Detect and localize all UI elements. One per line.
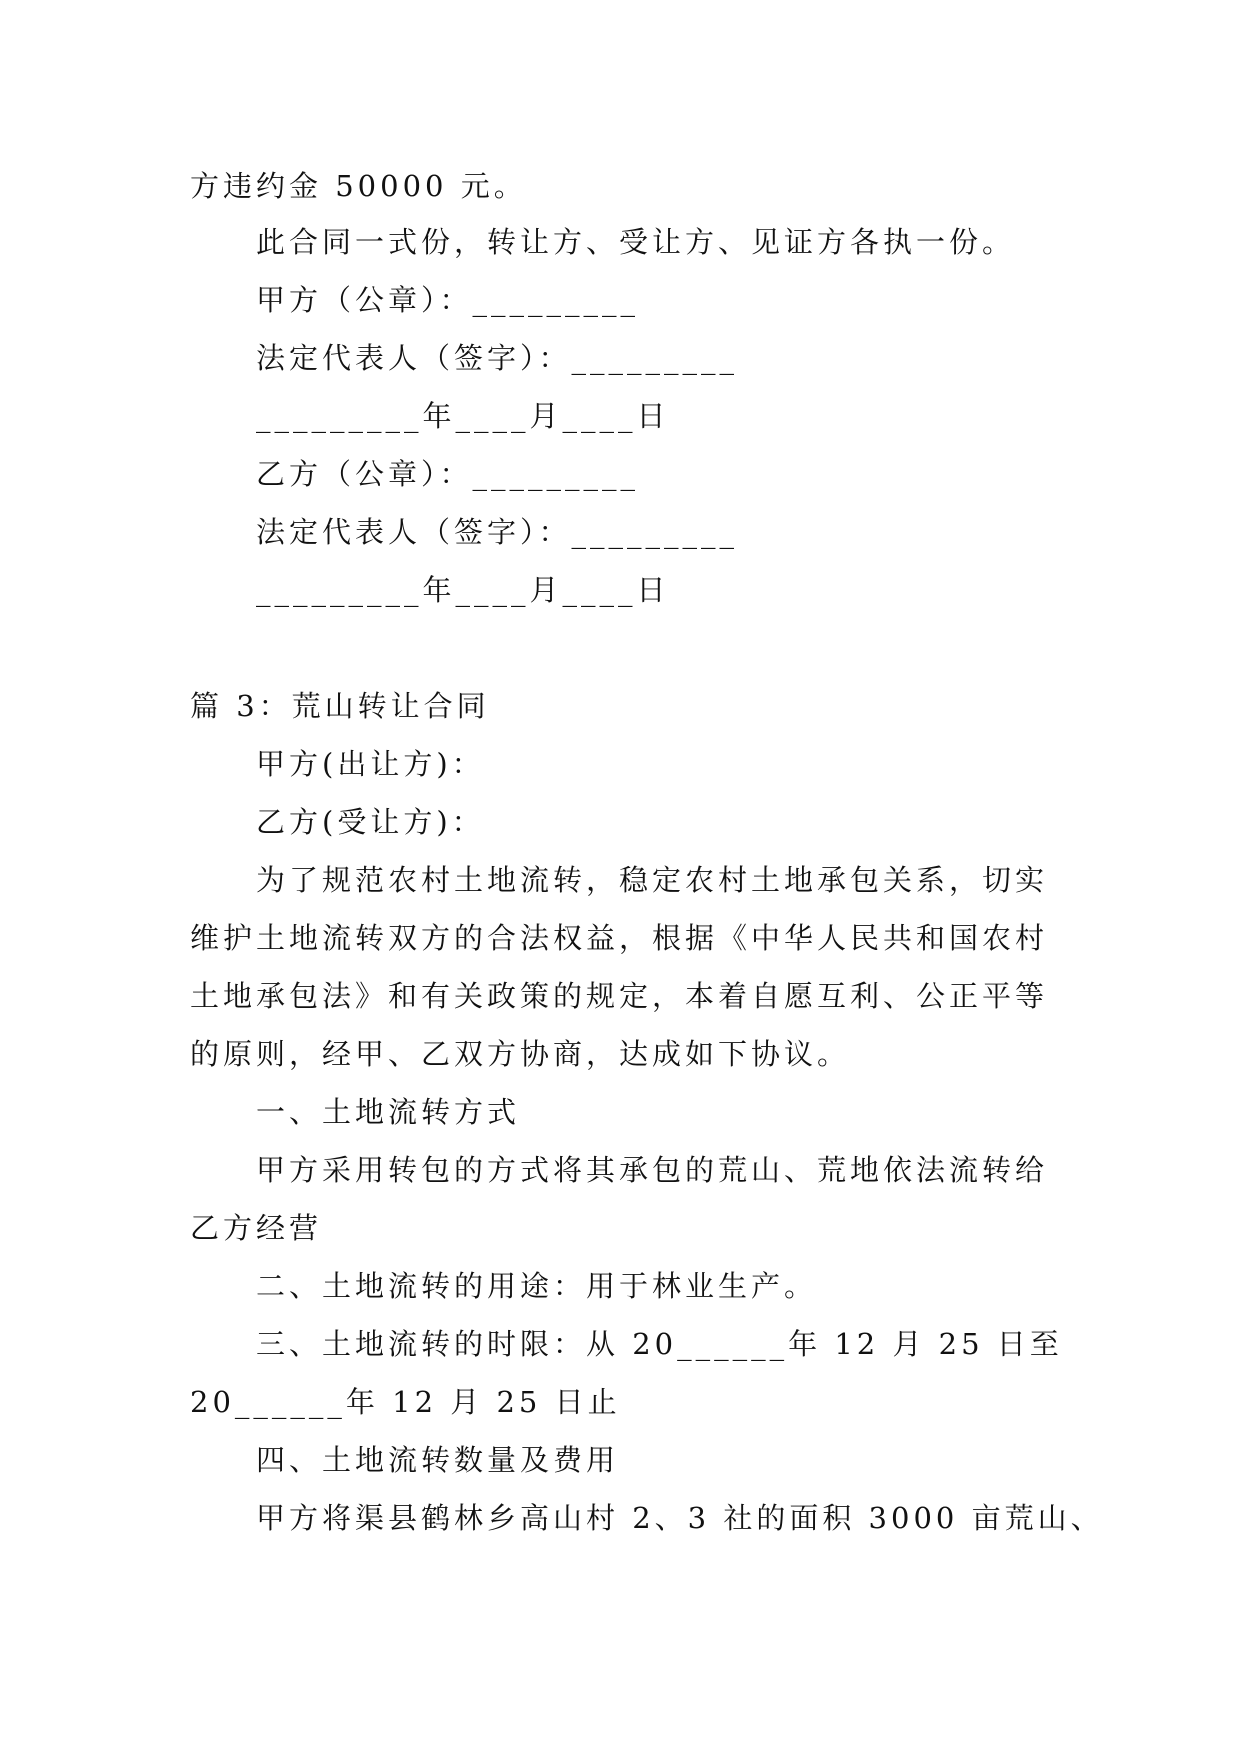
clause-1-heading: 一、土地流转方式 bbox=[256, 1095, 521, 1129]
party-b-seal-line: 乙方（公章）：_________ bbox=[256, 457, 640, 491]
party-a-seal-line: 甲方（公章）：_________ bbox=[256, 283, 640, 317]
clause-3-line: 20______年 12 月 25 日止 bbox=[190, 1385, 621, 1419]
clause-1-body-line: 甲方采用转包的方式将其承包的荒山、荒地依法流转给 bbox=[256, 1153, 1049, 1187]
party-b-representative-line: 法定代表人（签字）：_________ bbox=[256, 515, 739, 549]
party-b-transferee: 乙方(受让方)： bbox=[256, 805, 485, 839]
copies-clause: 此合同一式份，转让方、受让方、见证方各执一份。 bbox=[256, 225, 1016, 259]
clause-4-body: 甲方将渠县鹤林乡高山村 2、3 社的面积 3000 亩荒山、 bbox=[256, 1501, 1104, 1535]
clause-2: 二、土地流转的用途：用于林业生产。 bbox=[256, 1269, 818, 1303]
preamble-line: 为了规范农村土地流转，稳定农村土地承包关系，切实 bbox=[256, 863, 1049, 897]
preamble-line: 的原则，经甲、乙双方协商，达成如下协议。 bbox=[190, 1037, 851, 1071]
party-b-date-line: _________年____月____日 bbox=[256, 573, 670, 607]
party-a-transferor: 甲方(出让方)： bbox=[256, 747, 485, 781]
penalty-line: 方违约金 50000 元。 bbox=[190, 169, 527, 203]
preamble-line: 维护土地流转双方的合法权益，根据《中华人民共和国农村 bbox=[190, 921, 1049, 955]
section-title: 篇 3：荒山转让合同 bbox=[190, 689, 490, 723]
clause-3-line: 三、土地流转的时限：从 20______年 12 月 25 日至 bbox=[256, 1327, 1063, 1361]
clause-4-heading: 四、土地流转数量及费用 bbox=[256, 1443, 620, 1477]
party-a-representative-line: 法定代表人（签字）：_________ bbox=[256, 341, 739, 375]
clause-1-body-line: 乙方经营 bbox=[190, 1211, 323, 1245]
preamble-line: 土地承包法》和有关政策的规定，本着自愿互利、公正平等 bbox=[190, 979, 1049, 1013]
party-a-date-line: _________年____月____日 bbox=[256, 399, 670, 433]
